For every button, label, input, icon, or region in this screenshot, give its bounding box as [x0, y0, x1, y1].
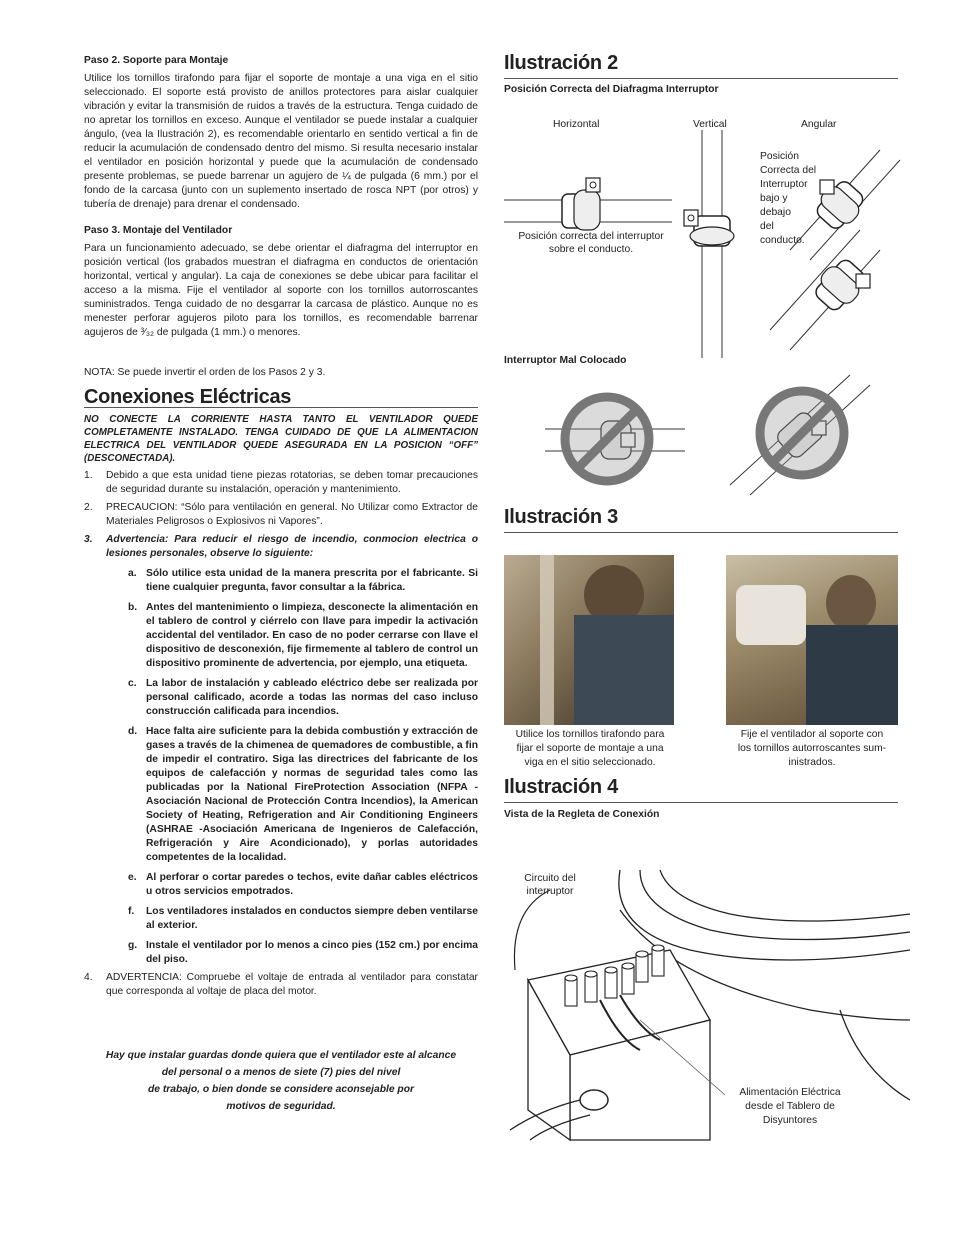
paso3-text: Para un funcionamiento adecuado, se debe orientar el diafragma del interruptor en posición vertical (los grabados muestran el diafragma en conductos de orientación horizontal, vertical y angular). La caja de conexiones se debe ubicar para facilitar el acceso a la misma. Fije el ventilador al soporte con los tornillos autorroscantes suministrados. Tenga cuidado de no desgarrar la carcasa de plástico. Aunque no es menester perforar agujeros piloto para los tornillos, es recomendable barrenar agujeros de ³⁄₃₂ de pulgada (1 mm.) o menores. [84, 243, 478, 338]
conexiones-warning: NO CONECTE LA CORRIENTE HASTA TANTO EL VENTILADOR QUEDE COMPLETAMENTE INSTALADO. TENGA CUIDADO DE QUE LA ALIMENTACION ELECTRICA DEL VENTILADOR QUEDE ASEGURADA EN LA POSICION “OFF” (DESCONECTADA). [84, 414, 478, 464]
label-vertical: Vertical [693, 119, 727, 130]
photo-fan-mounting [726, 555, 898, 725]
ilus4-rule [504, 802, 898, 803]
ilus4-title: Ilustración 4 [504, 776, 618, 798]
photo-mounting-bracket [504, 555, 674, 725]
horizontal-caption: Posición correcta del interruptor sobre el conducto. [518, 231, 664, 255]
guards-note: Hay que instalar guardas donde quiera que el ventilador este al alcance del personal o a menos de siete (7) pies del nivel de trabajo, o bien donde se considere aconsejable por motivos de seguridad. [105, 1050, 457, 1112]
ilus3-rule [504, 532, 898, 533]
ilus3-title: Ilustración 3 [504, 506, 618, 528]
list-item: 1. Debido a que esta unidad tiene piezas rotatorias, se deben tomar precauciones de seguridad durante su instalación, operación y mantenimiento. [84, 470, 478, 495]
wiring-diagram [510, 870, 910, 1140]
list-item: d. Hace falta aire suficiente para la debida combustión y extracción de gases a través de la chimenea de quemadores de combustible, a fin de impedir el contratiro. Siga las directrices del fabricante de los equipos de calefacción y normas de seguridad tales como las publicadas por la National FireProtection Association (NFPA - Asociación Nacional de Protección Contra Incendios), la American Society of Heating, Refrigeration and Air Conditioning Engineers (ASHRAE -Asociación Americana de Ingenieros de Calefacción, Refrigeración y Aire Acondicionado), y porlas autoridades competentes de la localidad. [128, 726, 478, 863]
ilus4-subtitle: Vista de la Regleta de Conexión [504, 809, 660, 820]
ilus3-header [504, 506, 898, 533]
label-horizontal: Horizontal [553, 119, 600, 130]
list-item: 3. Advertencia: Para reducir el riesgo de incendio, conmocion electrica o lesiones personales, observe lo siguiente: [84, 534, 478, 559]
paso2-title: Paso 2. Soporte para Montaje [84, 55, 229, 66]
list-item: 4. ADVERTENCIA: Compruebe el voltaje de entrada al ventilador para constatar que corresponda al voltaje de placa del motor. [84, 972, 478, 997]
nota-text: NOTA: Se puede invertir el orden de los Pasos 2 y 3. [84, 367, 326, 378]
vertical-duct-diagram [680, 130, 740, 360]
conexiones-sublist [84, 567, 478, 967]
list-item: e. Al perforar o cortar paredes o techos, evite dañar cables eléctricos u otros servicios empotrados. [128, 872, 478, 897]
wrong-title: Interruptor Mal Colocado [504, 355, 627, 366]
wrong-angular-diagram [720, 375, 870, 495]
label-power: Alimentación Eléctrica desde el Tablero de Disyuntores [739, 1087, 841, 1126]
paso3-title: Paso 3. Montaje del Ventilador [84, 225, 233, 236]
photo-right-caption: Fije el ventilador al soporte con los tornillos autorroscantes sum- inistrados. [737, 729, 887, 768]
label-angular: Angular [801, 119, 837, 130]
conexiones-list-4 [84, 971, 478, 999]
list-item: b. Antes del mantenimiento o limpieza, desconecte la alimentación en el tablero de control y ciérrelo con llave para impedir la activación accidental del ventilador. En caso de no poder cerrarse con llave el dispositivo de desconexión, fije firmemente al tablero de control un dispositivo prominente de advertencia, por ejemplo, una etiqueta. [128, 602, 478, 669]
angular-caption: Posición Correcta del Interruptor bajo y debajo del conducto. [760, 151, 817, 246]
conexiones-list [84, 469, 478, 561]
ilus4-header [504, 776, 898, 820]
list-item: c. La labor de instalación y cableado eléctrico debe ser realizada por personal calificado, acorde a todas las normas del caso incluso construcción calificada para incendios. [128, 678, 478, 717]
list-item: 2. PRECAUCION: “Sólo para ventilación en general. No Utilizar como Extractor de Materiales Peligrosos o Explosivos ni Vapores”. [84, 502, 478, 527]
conexiones-title: Conexiones Eléctricas [84, 386, 292, 408]
wrong-horizontal-diagram [545, 395, 685, 485]
paso2-text: Utilice los tornillos tirafondo para fijar el soporte de montaje a una viga en el sitio seleccionado. El soporte está provisto de anillos protectores para aislar cualquier vibración y evitar la transmisión de ruidos a través de la estructura. Tenga cuidado de no apretar los tornillos en exceso. Aunque el ventilador se puede instalar a cualquier ángulo, (vea la Ilustración 2), es recomendable orientarlo en sentido vertical a fin de reducir la acumulación de condensado dentro del mismo. Si resulta necesario instalar el ventilador en posición horizontal y puede que la acumulación de condensado presente problemas, se puede barrenar un agujero de ¼ de pulgada (6 mm.) por el fondo de la carcasa (junto con un suplemento insertado de rosca NPT (por otros) y tubería de drenaje) para drenar el condensado. [84, 73, 478, 210]
label-circuit: Circuito del interruptor [524, 873, 576, 897]
photo-left-caption: Utilice los tornillos tirafondo para fijar el soporte de montaje a una viga en el sitio seleccionado. [515, 729, 665, 768]
list-item: f. Los ventiladores instalados en conductos siempre deben ventilarse al exterior. [128, 906, 478, 931]
list-item: g. Instale el ventilador por lo menos a cinco pies (152 cm.) por encima del piso. [128, 940, 478, 965]
ilus2-rule [504, 78, 898, 79]
ilus2-subtitle: Posición Correcta del Diafragma Interruptor [504, 84, 719, 95]
left-column [84, 54, 478, 1115]
ilus2-title: Ilustración 2 [504, 52, 618, 74]
list-item: a. Sólo utilice esta unidad de la manera prescrita por el fabricante. Si tiene cualquier pregunta, favor consultar a la fábrica. [128, 568, 478, 593]
